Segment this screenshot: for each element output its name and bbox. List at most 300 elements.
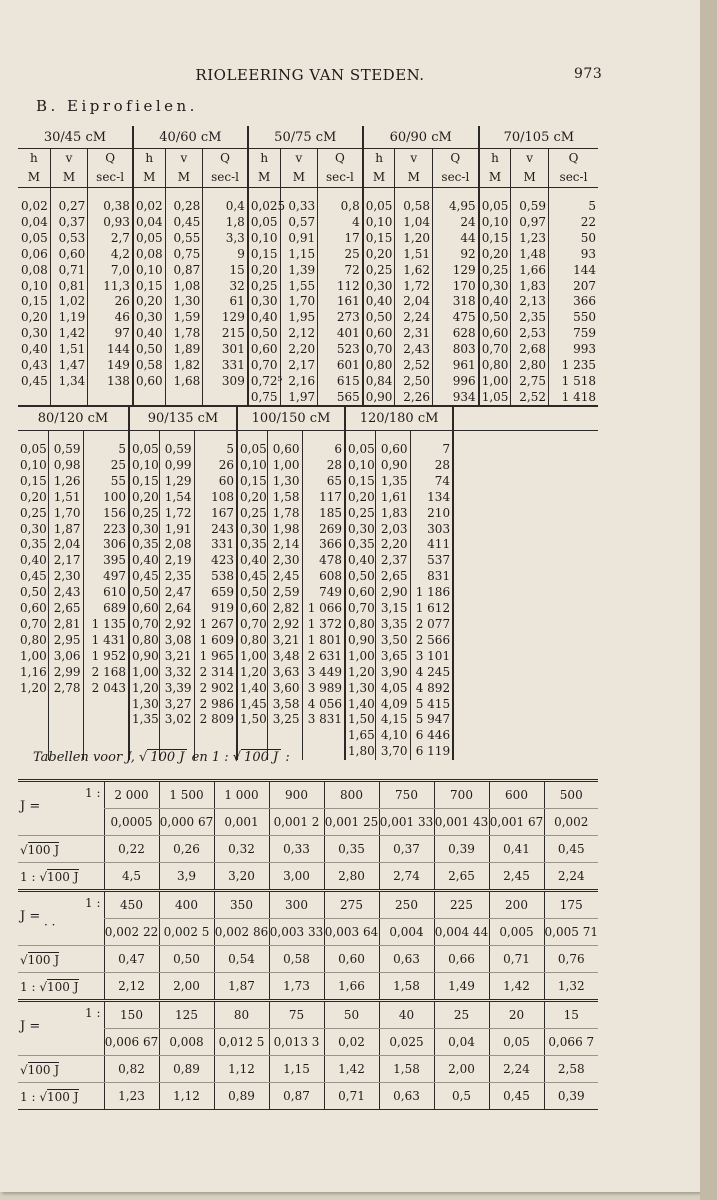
table-cell: 0,70 [129, 617, 159, 633]
table-cell: 0,45 [237, 569, 267, 585]
table-cell: 0,93 [88, 215, 133, 231]
J-cell: 0,006 67 [104, 1029, 159, 1056]
table-cell: 0,30 [21, 326, 48, 341]
table-cell: 1 186 [410, 585, 453, 601]
table-row [18, 569, 598, 585]
table-cell: 0,60 [20, 601, 47, 616]
J-label-cell [18, 891, 104, 946]
table-cell: 3,32 [159, 665, 194, 681]
sqrt-cell: 1,15 [269, 1056, 324, 1083]
divisor-cell: 400 [159, 891, 214, 919]
spacer-cell [453, 431, 598, 443]
sqrt-row [18, 836, 598, 863]
column-unit: sec-l [88, 167, 133, 188]
table-cell [203, 390, 248, 406]
table-cell: 15 [203, 263, 248, 279]
table-cell: 0,05 [20, 442, 47, 456]
sqrt-radicand: 100 J [27, 952, 60, 967]
inverse-cell: 0,71 [324, 1083, 379, 1110]
spacer-cell [248, 188, 280, 200]
table-cell: 161 [318, 294, 363, 310]
table-cell: 0,59 [48, 442, 83, 458]
inverse-cell: 3,00 [269, 863, 324, 891]
table-cell: 2,92 [159, 617, 194, 633]
sqrt-label [18, 1056, 104, 1083]
table-cell: 46 [88, 310, 133, 326]
sqrt-cell: 0,89 [159, 1056, 214, 1083]
divisor-cell: 80 [214, 1001, 269, 1029]
table-cell: 934 [433, 390, 479, 406]
table-cell: 0,15 [133, 279, 165, 295]
table-cell: 0,10 [20, 457, 47, 472]
table-cell: 5 415 [410, 697, 453, 713]
table-cell: 993 [548, 342, 598, 358]
table-row [18, 617, 598, 633]
table-cell [453, 522, 598, 538]
sqrt-cell: 1,58 [379, 1056, 434, 1083]
table-cell: 1,00 [479, 374, 511, 390]
column-unit: sec-l [318, 167, 363, 188]
table-cell [18, 728, 48, 744]
table-cell: 2 902 [194, 681, 237, 697]
sqrt-icon: √ [39, 1089, 47, 1104]
table-cell: 2,64 [159, 601, 194, 617]
table-cell: 0,90 [363, 390, 395, 406]
table-cell: 1,23 [511, 231, 549, 247]
table-cell: 1,35 [375, 474, 410, 490]
group-header: 30/45 cM [18, 126, 133, 149]
sqrt-icon: √ [20, 842, 28, 857]
column-unit: M [50, 167, 88, 188]
table-cell: 65 [302, 474, 345, 490]
table-cell: 0,25 [345, 506, 375, 522]
table-cell: 0,10 [363, 215, 395, 231]
table-cell: 0,25 [20, 505, 47, 520]
divisor-cell: 750 [379, 781, 434, 809]
section-title: B. Eiprofielen. [36, 97, 198, 115]
J-cell: 0,008 [159, 1029, 214, 1056]
table-cell: 2,82 [267, 601, 302, 617]
table-cell: 2 631 [302, 649, 345, 665]
column-unit: M [248, 167, 280, 188]
running-title: RIOLEERING VAN STEDEN. [195, 66, 425, 84]
table-cell: 0,58 [395, 199, 433, 215]
table-cell: 1,35 [129, 712, 159, 728]
table-cell: 2,16 [280, 374, 318, 390]
table-cell: 3 831 [302, 712, 345, 728]
table-cell [453, 490, 598, 506]
column-header: h [248, 149, 280, 168]
sqrt-radicand: 100 J [27, 1062, 60, 1077]
table-cell: 1,48 [511, 247, 549, 263]
table-cell: 93 [548, 247, 598, 263]
group-header: 120/180 cM [345, 406, 453, 431]
table-cell [83, 697, 129, 713]
table-cell [48, 697, 83, 713]
table-cell: 803 [433, 342, 479, 358]
group-header: 90/135 cM [129, 406, 237, 431]
table-cell: 3,60 [267, 681, 302, 697]
table-cell: 1,83 [511, 279, 549, 295]
table-cell: 366 [548, 294, 598, 310]
group-header-row [18, 126, 598, 149]
sqrt-cell: 0,37 [379, 836, 434, 863]
spacer-cell [159, 431, 194, 443]
table-cell: 5 [548, 199, 598, 215]
column-unit: M [165, 167, 203, 188]
table-cell: 26 [88, 294, 133, 310]
table-cell: 0,40 [345, 553, 375, 569]
table-cell: 4,05 [375, 681, 410, 697]
table-cell: 0,20 [248, 263, 280, 279]
table-cell: 0,60 [479, 326, 511, 342]
divisor-cell: 225 [434, 891, 489, 919]
J-cell: 0,001 33 [379, 809, 434, 836]
table-cell: 0,30 [20, 521, 47, 536]
table-cell: 2,92 [267, 617, 302, 633]
table-cell: 0,40 [363, 294, 395, 310]
table-cell: 0,15 [129, 474, 159, 490]
table-cell: 2,95 [48, 633, 83, 649]
table-cell [237, 728, 267, 744]
column-unit: M [511, 167, 549, 188]
table-cell: 3,48 [267, 649, 302, 665]
table-cell: 2,68 [511, 342, 549, 358]
table-cell: 628 [433, 326, 479, 342]
egg-profile-table-1 [18, 126, 598, 409]
table-cell: 0,80 [237, 633, 267, 649]
table-cell: 1,20 [345, 665, 375, 681]
J-label-cell [18, 781, 104, 836]
table-row [18, 342, 598, 358]
spacer-row [18, 431, 598, 443]
table-cell: 4 245 [410, 665, 453, 681]
column-header: v [395, 149, 433, 168]
table-cell: 0,70 [20, 616, 47, 631]
table-cell: 1,05 [479, 390, 511, 406]
table-cell: 3,3 [203, 231, 248, 247]
table-cell: 2,17 [280, 358, 318, 374]
table-cell: 961 [433, 358, 479, 374]
table-cell: 2 809 [194, 712, 237, 728]
J-cell: 0,004 44 [434, 919, 489, 946]
table-cell: 2,50 [395, 374, 433, 390]
table-cell: 608 [302, 569, 345, 585]
table-cell: 4,15 [375, 712, 410, 728]
inverse-cell: 2,65 [434, 863, 489, 891]
table-cell: 0,60 [345, 585, 375, 601]
table-cell: 0,97 [511, 215, 549, 231]
table-cell: 301 [203, 342, 248, 358]
J-cell: 0,012 5 [214, 1029, 269, 1056]
table-cell: 1,39 [280, 263, 318, 279]
table-cell: 0,05 [129, 442, 159, 458]
table-cell [453, 665, 598, 681]
table-cell: 0,55 [165, 231, 203, 247]
table-row [18, 697, 598, 713]
table-cell: 0,58 [133, 358, 165, 374]
divisor-row [18, 1001, 598, 1029]
table-cell: 1,20 [237, 665, 267, 681]
table-cell: 1,00 [345, 649, 375, 665]
divisor-cell: 275 [324, 891, 379, 919]
table-cell: 3,90 [375, 665, 410, 681]
sqrt-cell: 0,26 [159, 836, 214, 863]
inverse-cell: 2,00 [159, 973, 214, 1001]
table-cell: 0,20 [133, 294, 165, 310]
table-row [18, 728, 598, 744]
table-cell: 2,47 [159, 585, 194, 601]
table-cell: 3,50 [375, 633, 410, 649]
table-cell: 1,02 [50, 294, 88, 310]
table-cell [453, 744, 598, 760]
spacer-cell [18, 431, 48, 443]
table-cell: 28 [302, 458, 345, 474]
table-cell: 0,80 [20, 632, 47, 647]
table-cell: 1,87 [48, 522, 83, 538]
table-cell: 1,54 [159, 490, 194, 506]
J-cell: 0,003 64 [324, 919, 379, 946]
unit-header-row [18, 167, 598, 188]
table-cell: 2,17 [48, 553, 83, 569]
table-cell: 0,08 [133, 247, 165, 263]
table-cell: 0,08 [21, 262, 48, 277]
sqrt-cell: 2,24 [489, 1056, 544, 1083]
table-cell [453, 474, 598, 490]
table-cell: 0,02 [133, 199, 165, 215]
table-cell: 1,91 [159, 522, 194, 538]
table-cell: 0,98 [48, 458, 83, 474]
column-header: Q [203, 149, 248, 168]
divisor-cell: 20 [489, 1001, 544, 1029]
table-cell: 129 [433, 263, 479, 279]
column-header: v [50, 149, 88, 168]
sqrt-icon: √ [232, 750, 242, 765]
table-cell: 1,29 [159, 474, 194, 490]
table-cell: 1,83 [375, 506, 410, 522]
table-cell: 117 [302, 490, 345, 506]
table-cell: 3,21 [159, 649, 194, 665]
table-row [18, 585, 598, 601]
divisor-cell: 200 [489, 891, 544, 919]
table-cell: 0,30 [345, 522, 375, 538]
table-cell: 0,45 [165, 215, 203, 231]
table-cell: 1,98 [267, 522, 302, 538]
spacer-cell [50, 188, 88, 200]
table-cell: 269 [302, 522, 345, 538]
table-row [18, 263, 598, 279]
table-cell: 2,52 [511, 390, 549, 406]
table-cell [83, 728, 129, 744]
table-cell: 0,40 [479, 294, 511, 310]
J-equals: J = [20, 1019, 41, 1034]
inverse-row [18, 863, 598, 891]
J-cell: 0,002 86 [214, 919, 269, 946]
sqrt-cell: 0,54 [214, 946, 269, 973]
divisor-cell: 125 [159, 1001, 214, 1029]
J-cell: 0,001 43 [434, 809, 489, 836]
table-cell: 1,40 [345, 697, 375, 713]
table-cell: 2,43 [48, 585, 83, 601]
table-cell: 3,21 [267, 633, 302, 649]
J-label-cell [18, 1001, 104, 1056]
spacer-cell [479, 188, 511, 200]
table-cell: 207 [548, 279, 598, 295]
table-cell: 149 [88, 358, 133, 374]
column-unit: M [479, 167, 511, 188]
table-cell [453, 601, 598, 617]
spacer-cell [203, 188, 248, 200]
table-cell [267, 728, 302, 744]
table-cell: 2,81 [48, 617, 83, 633]
table-row [18, 279, 598, 295]
table-cell: 24 [433, 215, 479, 231]
sqrt-cell: 0,71 [489, 946, 544, 973]
table-cell: 689 [83, 601, 129, 617]
table-cell [302, 728, 345, 744]
table-cell: 156 [83, 506, 129, 522]
spacer-cell [363, 188, 395, 200]
table-cell: 2,13 [511, 294, 549, 310]
table-cell: 1,50 [237, 712, 267, 728]
table-cell: 0,70 [479, 342, 511, 358]
table-cell: 0,10 [237, 458, 267, 474]
table-row [18, 712, 598, 728]
table-cell: 170 [433, 279, 479, 295]
divisor-cell: 700 [434, 781, 489, 809]
table-cell: 1,95 [280, 310, 318, 326]
table-cell: 0,35 [237, 537, 267, 553]
J-cell: 0,002 5 [159, 919, 214, 946]
book-spine [700, 0, 717, 1200]
J-cell: 0,004 [379, 919, 434, 946]
table-row [18, 665, 598, 681]
J-cell: 0,005 [489, 919, 544, 946]
table-cell: 1,40 [237, 681, 267, 697]
spacer-cell [395, 188, 433, 200]
table-cell: 0,15 [479, 231, 511, 247]
table-cell: 1,20 [20, 680, 47, 695]
table-cell: 243 [194, 522, 237, 538]
sqrt-radicand: 100 J [27, 842, 60, 857]
spacer-cell [345, 431, 375, 443]
table-cell: 1,42 [50, 326, 88, 342]
divisor-cell: 40 [379, 1001, 434, 1029]
group-header: 100/150 cM [237, 406, 345, 431]
table-cell: 0,33 [280, 199, 318, 215]
divisor-cell: 50 [324, 1001, 379, 1029]
table-cell [194, 728, 237, 744]
table-cell: 1 952 [83, 649, 129, 665]
table-cell [159, 728, 194, 744]
table-cell: 759 [548, 326, 598, 342]
caption-radicand-2: 100 J [241, 749, 281, 765]
group-header: 70/105 cM [479, 126, 598, 149]
table-cell: 1,51 [395, 247, 433, 263]
inverse-cell: 0,5 [434, 1083, 489, 1110]
table-row [18, 681, 598, 697]
dots: · · [44, 918, 56, 932]
table-cell: 4,95 [433, 199, 479, 215]
table-cell: 74 [410, 474, 453, 490]
spacer-cell [267, 431, 302, 443]
inverse-cell: 1,49 [434, 973, 489, 1001]
table-cell: 3,35 [375, 617, 410, 633]
column-header: Q [318, 149, 363, 168]
table-cell: 565 [318, 390, 363, 406]
ratio-prefix: 1 : [85, 896, 101, 910]
table-cell: 4,09 [375, 697, 410, 713]
table-row [18, 374, 598, 390]
table-cell: 2,31 [395, 326, 433, 342]
sqrt-icon: √ [20, 1062, 28, 1077]
column-unit: sec-l [548, 167, 598, 188]
table-cell: 0,75 [165, 247, 203, 263]
spacer-cell [280, 188, 318, 200]
sqrt-cell: 0,22 [104, 836, 159, 863]
table-cell: 0,60 [237, 601, 267, 617]
table-row [18, 633, 598, 649]
table-cell [48, 712, 83, 728]
table-cell [453, 458, 598, 474]
table-cell: 0,04 [21, 214, 48, 229]
table-cell: 0,05 [248, 215, 280, 231]
table-cell: 610 [83, 585, 129, 601]
table-cell: 2,19 [159, 553, 194, 569]
table-cell: 601 [318, 358, 363, 374]
table-cell: 9 [203, 247, 248, 263]
inverse-cell: 2,80 [324, 863, 379, 891]
table-cell: 3 989 [302, 681, 345, 697]
table-cell: 0,05 [363, 199, 395, 215]
table-cell: 749 [302, 585, 345, 601]
table-cell: 2,78 [48, 681, 83, 697]
table-cell: 0,30 [237, 522, 267, 538]
sqrt-icon: √ [39, 979, 47, 994]
inverse-cell: 0,89 [214, 1083, 269, 1110]
inverse-cell: 1,32 [544, 973, 598, 1001]
table-cell: 1,55 [280, 279, 318, 295]
table-cell: 7 [410, 442, 453, 458]
table-cell [18, 390, 50, 406]
table-cell: 0,30 [133, 310, 165, 326]
table-cell: 0,05 [345, 442, 375, 458]
sqrt-cell: 0,63 [379, 946, 434, 973]
table-cell: 0,43 [21, 358, 48, 373]
table-cell: 0,25 [479, 263, 511, 279]
table-row [18, 442, 598, 458]
column-header: Q [548, 149, 598, 168]
column-header: v [165, 149, 203, 168]
table-cell: 61 [203, 294, 248, 310]
divisor-cell: 1 500 [159, 781, 214, 809]
inverse-row [18, 1083, 598, 1110]
table-cell: 2,24 [395, 310, 433, 326]
table-cell: 0,90 [345, 633, 375, 649]
table-cell: 659 [194, 585, 237, 601]
group-header: 80/120 cM [18, 406, 129, 431]
table-cell: 108 [194, 490, 237, 506]
table-row [18, 474, 598, 490]
table-cell: 17 [318, 231, 363, 247]
table-cell: 2,80 [511, 358, 549, 374]
table-cell: 2,45 [267, 569, 302, 585]
table-cell: 1,26 [48, 474, 83, 490]
table-cell: 3,27 [159, 697, 194, 713]
table-cell: 303 [410, 522, 453, 538]
table-cell: 478 [302, 553, 345, 569]
table-cell: 0,40 [248, 310, 280, 326]
